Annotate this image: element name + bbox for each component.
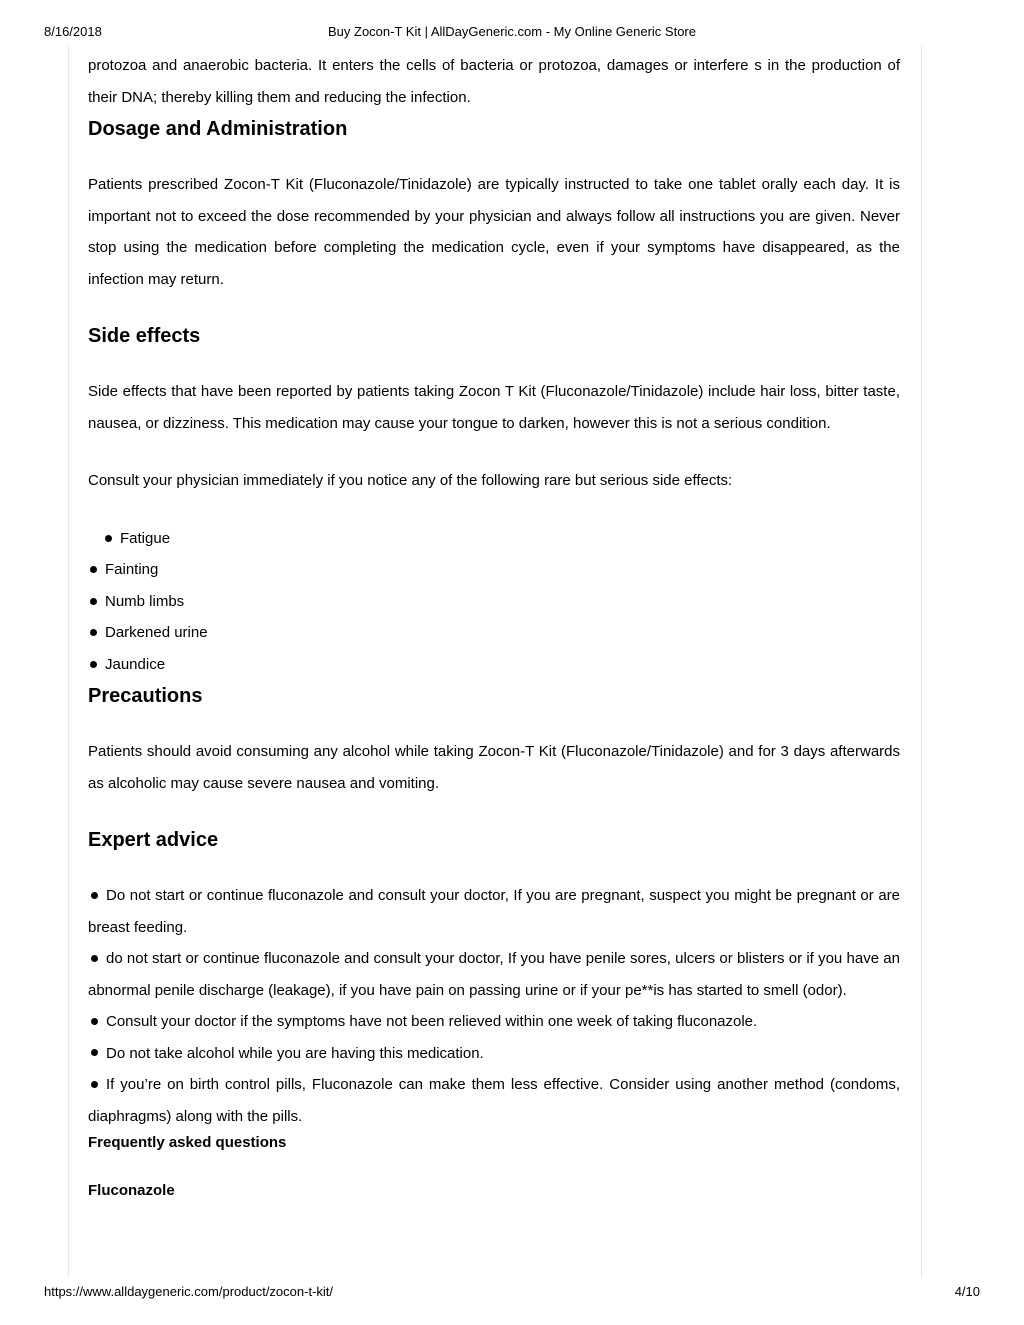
bullet-icon	[91, 1081, 98, 1088]
precautions-paragraph: Patients should avoid consuming any alcohol while taking Zocon-T Kit (Fluconazole/Tinidazole) and for 3 days afterwards as alcoholic may cause severe nausea and vomiting.	[88, 743, 900, 792]
print-footer	[44, 1284, 980, 1302]
list-item: Jaundice	[88, 649, 900, 681]
advice-text: do not start or continue fluconazole and consult your doctor, If you have penile sores, ulcers or blisters or if you have an abnormal penile discharge (leakage), if you have pain on passing urine or if your pe**is has started to smell (odor).	[88, 950, 900, 999]
advice-text: Do not start or continue fluconazole and consult your doctor, If you are pregnant, suspect you might be pregnant or are breast feeding.	[88, 887, 900, 936]
dosage-heading: Dosage and Administration	[88, 118, 348, 140]
print-page-number: 4/10	[954, 1284, 980, 1299]
list-item: Numb limbs	[88, 586, 900, 618]
bullet-icon	[91, 1018, 98, 1025]
advice-text: Consult your doctor if the symptoms have not been relieved within one week of taking fluconazole.	[106, 1013, 758, 1030]
advice-text: If you’re on birth control pills, Fluconazole can make them less effective. Consider using another method (condoms, diaphragms) along with the pills.	[88, 1076, 900, 1125]
list-item: Fatigue	[103, 523, 900, 555]
list-item	[88, 1006, 900, 1038]
list-item	[88, 943, 900, 1006]
side-effects-consult-paragraph: Consult your physician immediately if you notice any of the following rare but serious side effects:	[88, 472, 733, 489]
print-date: 8/16/2018	[44, 24, 102, 39]
side-effects-paragraph: Side effects that have been reported by patients taking Zocon T Kit (Fluconazole/Tinidazole) include hair loss, bitter taste, nausea, or dizziness. This medication may cause your tongue to darken, however this is not a serious condition.	[88, 383, 900, 432]
precautions-heading: Precautions	[88, 685, 203, 707]
expert-advice-list	[88, 880, 900, 1132]
dosage-paragraph: Patients prescribed Zocon-T Kit (Fluconazole/Tinidazole) are typically instructed to take one tablet orally each day. It is important not to exceed the dose recommended by your physician and always follow all instructions you are given. Never stop using the medication before completing the medication cycle, even if your symptoms have disappeared, as the infection may return.	[88, 176, 900, 288]
list-item	[88, 1069, 900, 1132]
intro-continued-paragraph: protozoa and anaerobic bacteria. It enters the cells of bacteria or protozoa, damages or interfere s in the production of their DNA; thereby killing them and reducing the infection.	[88, 57, 900, 106]
product-description	[88, 50, 900, 1202]
print-url: https://www.alldaygeneric.com/product/zocon-t-kit/	[44, 1284, 334, 1299]
bullet-icon	[91, 892, 98, 899]
expert-advice-heading: Expert advice	[88, 829, 219, 851]
list-item: Fainting	[88, 554, 900, 586]
faq-heading: Frequently asked questions	[88, 1134, 287, 1151]
print-page-title: Buy Zocon-T Kit | AllDayGeneric.com - My Online Generic Store	[328, 24, 696, 39]
list-item	[88, 880, 900, 943]
faq-subheading: Fluconazole	[88, 1182, 175, 1199]
list-item	[88, 1038, 900, 1070]
bullet-icon	[91, 1049, 98, 1056]
bullet-icon	[91, 955, 98, 962]
print-header	[44, 24, 980, 42]
advice-text: Do not take alcohol while you are having this medication.	[106, 1044, 484, 1062]
side-effects-list	[88, 523, 900, 681]
side-effects-heading: Side effects	[88, 325, 201, 347]
list-item: Darkened urine	[88, 617, 900, 649]
